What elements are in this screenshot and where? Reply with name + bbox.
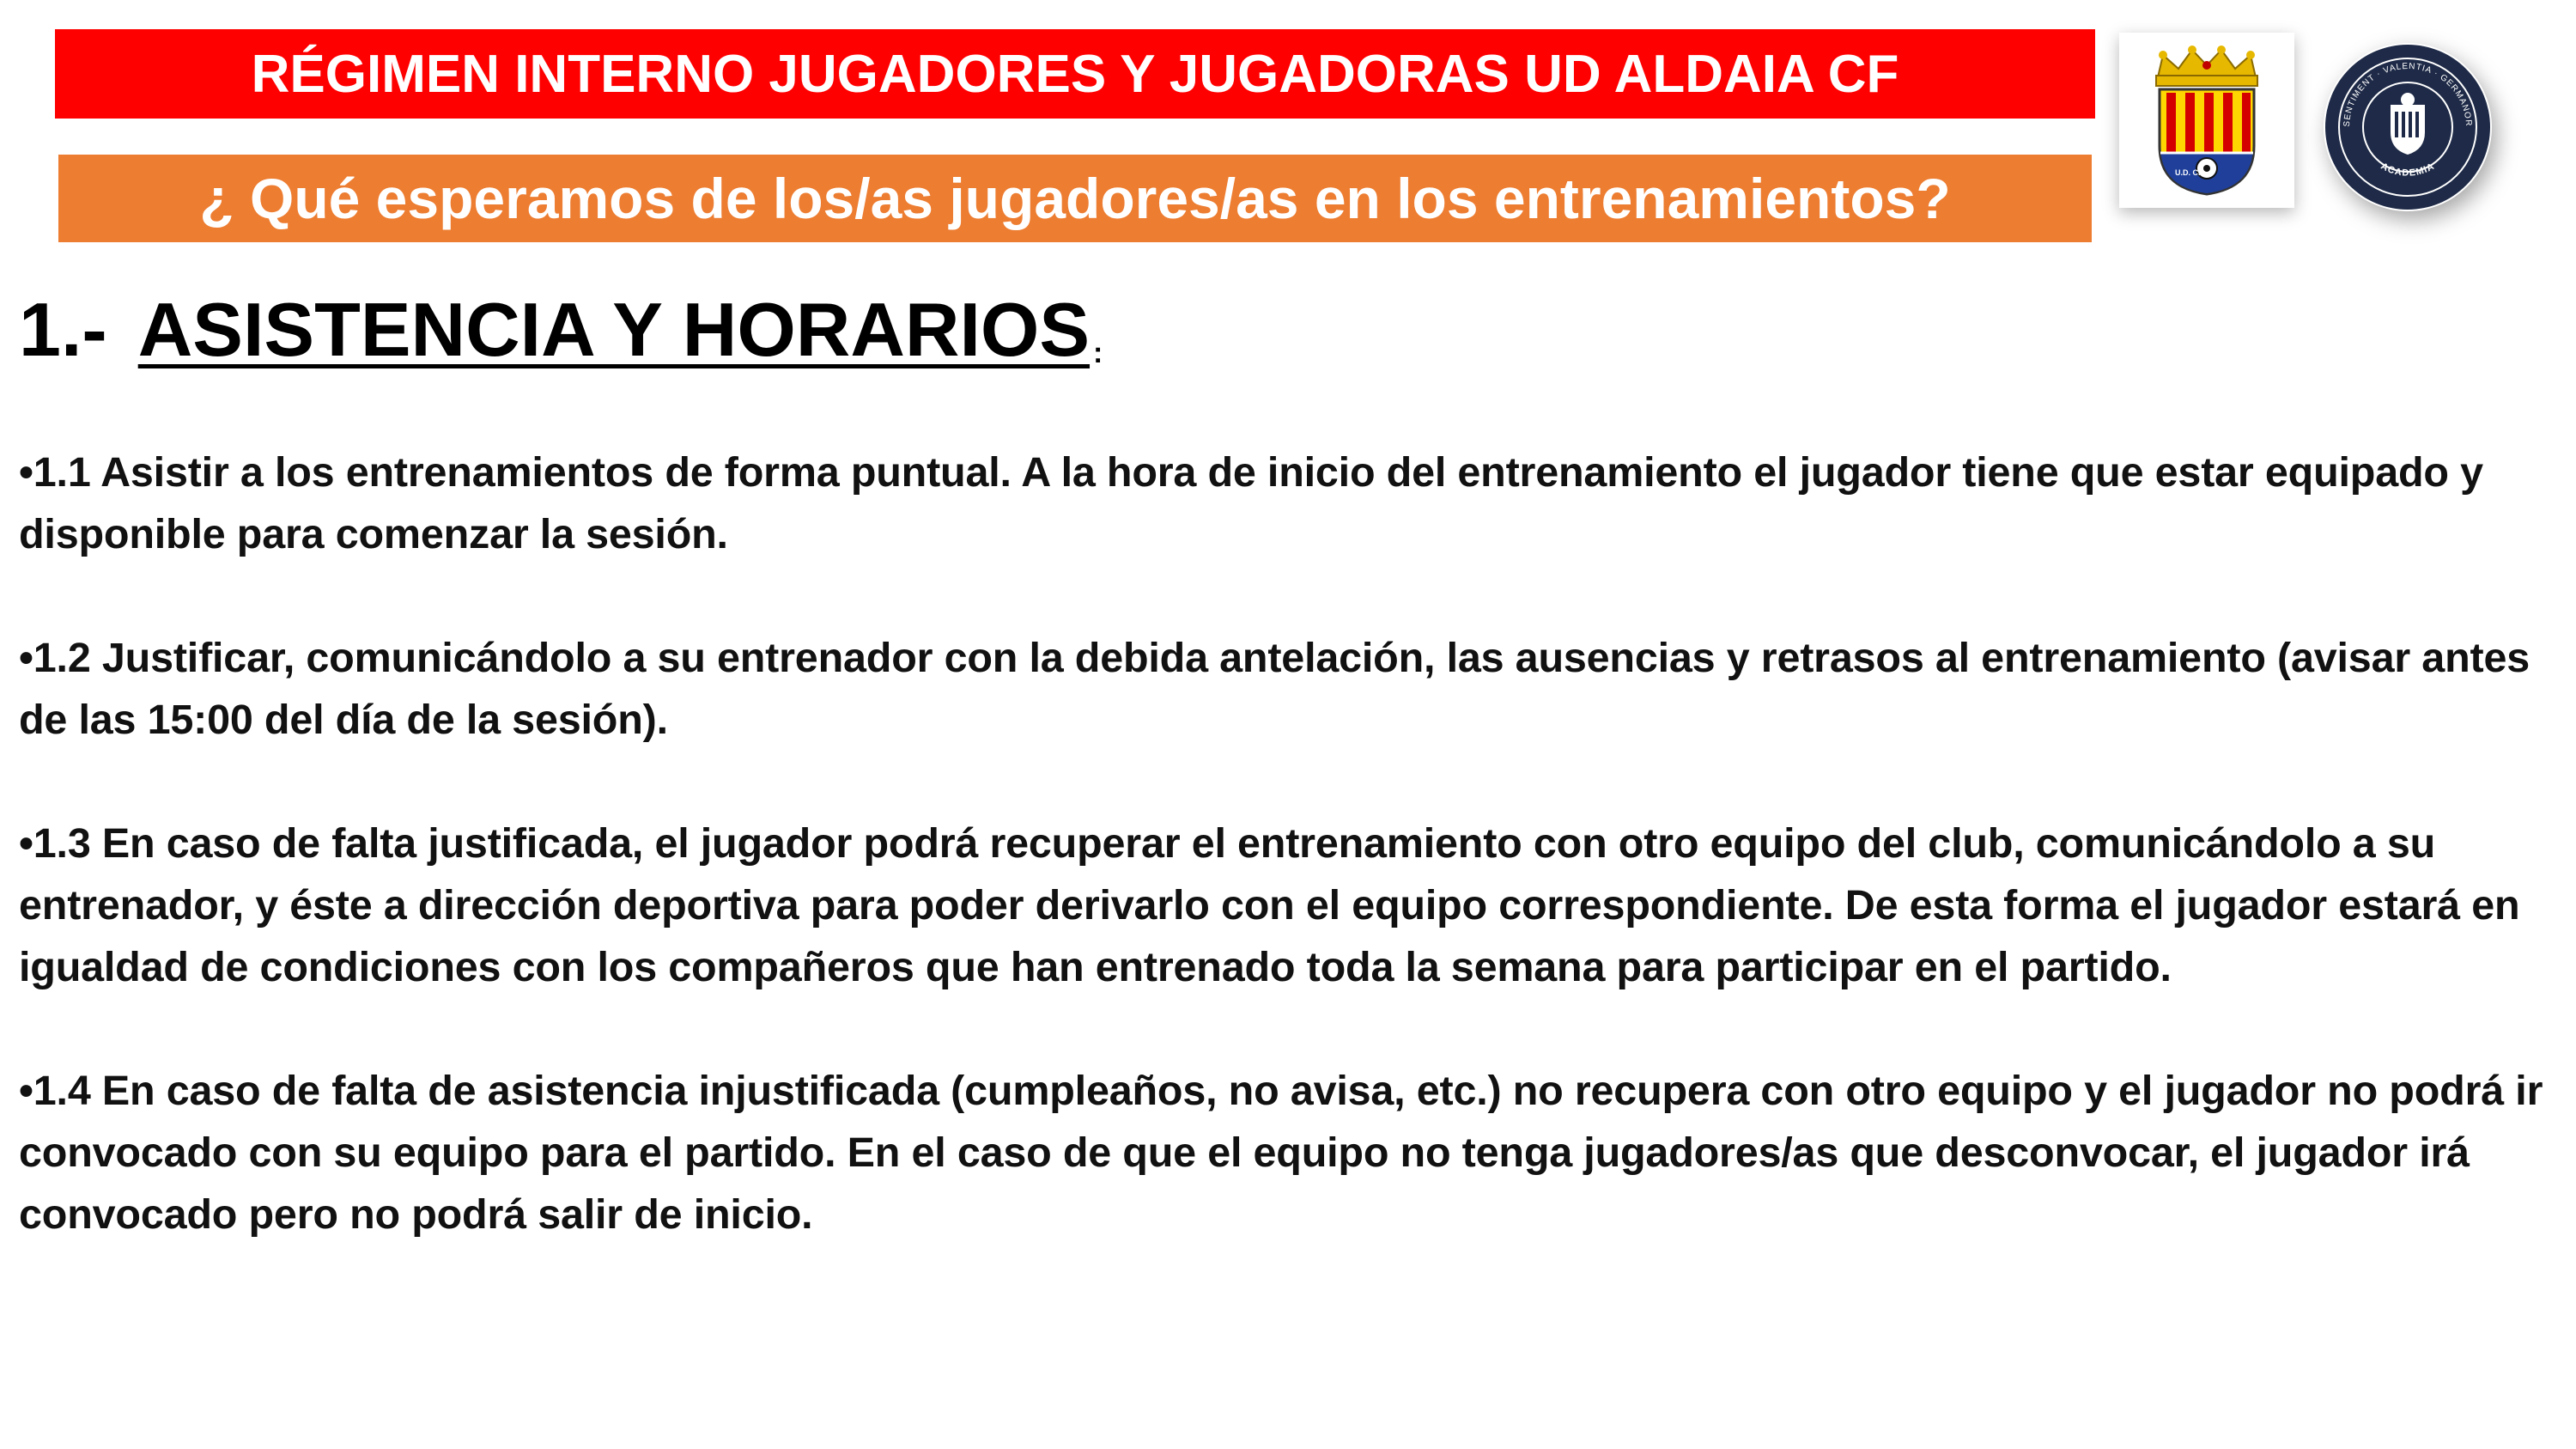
academy-logo (2324, 43, 2492, 211)
section-heading (19, 273, 1103, 372)
club-logo (2119, 33, 2294, 208)
ud-aldaia-crest-icon (2142, 43, 2271, 198)
rule-list (19, 441, 2573, 1307)
page-title: RÉGIMEN INTERNO JUGADORES Y JUGADORAS UD ALDAIA CF (251, 44, 1899, 104)
section-number: 1.- (19, 287, 107, 372)
section-colon: : (1093, 337, 1103, 369)
valencia-academy-seal-icon (2324, 43, 2492, 211)
section-title: ASISTENCIA Y HORARIOS (137, 287, 1091, 372)
crest-text: U.D. CF (2175, 168, 2203, 177)
rule-item-1-4: •1.4 En caso de falta de asistencia injustificada (cumpleaños, no avisa, etc.) no recupera con otro equipo y el jugador no podrá ir convocado con su equipo para el partido. En el caso de que el equipo no tenga jugadores/as que desconvocar, el jugador irá convocado pero no podrá salir de inicio. (19, 1068, 2543, 1238)
rule-item-1-1: •1.1 Asistir a los entrenamientos de forma puntual. A la hora de inicio del entrenamiento el jugador tiene que estar equipado y disponible para comenzar la sesión. (19, 449, 2483, 557)
page-subtitle: ¿ Qué esperamos de los/as jugadores/as en los entrenamientos? (199, 167, 1951, 230)
title-banner (55, 29, 2095, 119)
seal-bottom-text: ACADEMIA (2379, 161, 2437, 179)
seal-ring-text: SENTIMENT · VALENTIA · GERMANOR (2342, 61, 2474, 127)
rule-item-1-2: •1.2 Justificar, comunicándolo a su entrenador con la debida antelación, las ausencias y retrasos al entrenamiento (avisar antes de las 15:00 del día de la sesión). (19, 635, 2530, 743)
subtitle-banner (58, 155, 2092, 242)
rule-item-1-3: •1.3 En caso de falta justificada, el jugador podrá recuperar el entrenamiento con otro equipo del club, comunicándolo a su entrenador, y éste a dirección deportiva para poder derivarlo con el equipo correspondiente. De esta forma el jugador estará en igualdad de condiciones con los compañeros que han entrenado toda la semana para participar en el partido. (19, 820, 2520, 990)
